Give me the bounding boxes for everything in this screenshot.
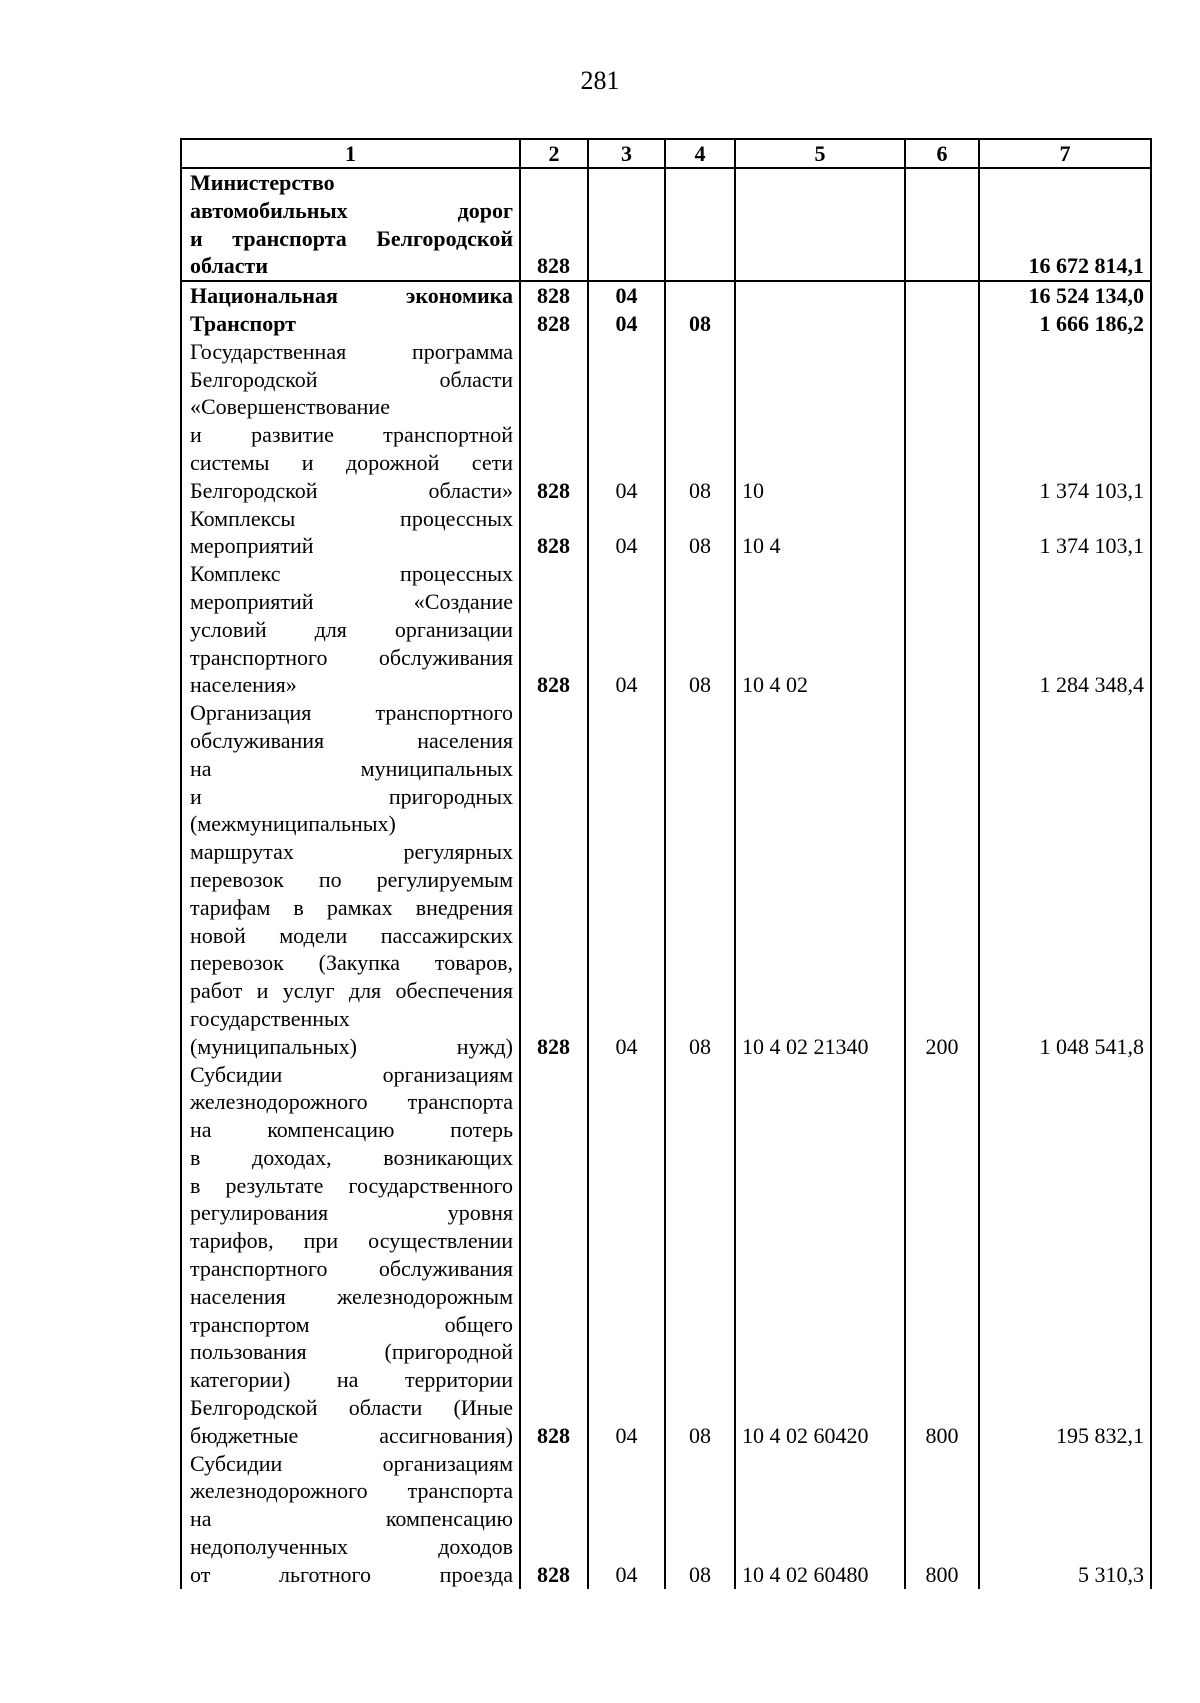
item-name-line: автомобильных дорог	[190, 197, 513, 223]
subsection-code-cell: 08	[665, 1450, 735, 1589]
item-name-line: населения железнодорожным	[190, 1283, 513, 1309]
section-code-cell: 04	[588, 1061, 665, 1450]
item-name-line: маршрутах регулярных	[190, 839, 513, 865]
amount-cell: 5 310,3	[979, 1450, 1151, 1589]
table-row	[181, 505, 1151, 561]
item-name-line: Субсидии организациям	[190, 1450, 513, 1476]
expense-type-cell	[905, 281, 979, 310]
table-row	[181, 281, 1151, 310]
target-article-cell	[735, 281, 905, 310]
section-code-cell: 04	[588, 310, 665, 338]
amount-cell: 1 666 186,2	[979, 310, 1151, 338]
item-name-cell	[181, 168, 520, 281]
item-name-line: на компенсацию потерь	[190, 1117, 513, 1143]
column-header: 1	[181, 139, 520, 168]
table-row	[181, 338, 1151, 505]
column-header: 3	[588, 139, 665, 168]
ministry-code-cell: 828	[520, 168, 588, 281]
item-name-line: Организация транспортного	[190, 700, 513, 726]
item-name-line: транспортного обслуживания	[190, 1256, 513, 1282]
target-article-cell	[735, 310, 905, 338]
item-name-line: Белгородской области (Иные	[190, 1395, 513, 1421]
item-name-cell	[181, 1061, 520, 1450]
item-name-line: тарифов, при осуществлении	[190, 1228, 513, 1254]
target-article-cell: 10 4 02 60480	[735, 1450, 905, 1589]
table-row	[181, 560, 1151, 699]
expense-type-cell: 800	[905, 1450, 979, 1589]
item-name-line: Комплекс процессных	[190, 561, 513, 587]
ministry-code-cell: 828	[520, 560, 588, 699]
table-row	[181, 1450, 1151, 1589]
subsection-code-cell: 08	[665, 1061, 735, 1450]
ministry-code-cell: 828	[520, 699, 588, 1060]
target-article-cell: 10 4	[735, 505, 905, 561]
target-article-cell	[735, 168, 905, 281]
item-name-line: транспортом общего	[190, 1311, 513, 1337]
ministry-code-cell: 828	[520, 310, 588, 338]
amount-cell: 1 284 348,4	[979, 560, 1151, 699]
ministry-code-cell: 828	[520, 1061, 588, 1450]
column-header: 5	[735, 139, 905, 168]
item-name-line: Комплексы процессных	[190, 505, 513, 531]
item-name-line: железнодорожного транспорта	[190, 1478, 513, 1504]
column-number-row	[181, 139, 1151, 168]
item-name-line: категории) на территории	[190, 1367, 513, 1393]
subsection-code-cell: 08	[665, 338, 735, 505]
item-name-line: «Совершенствование	[190, 394, 390, 420]
item-name-line: перевозок по регулируемым	[190, 866, 513, 892]
table-row	[181, 310, 1151, 338]
item-name-line: мероприятий «Создание	[190, 588, 513, 614]
section-code-cell: 04	[588, 699, 665, 1060]
item-name-line: Белгородской области»	[190, 477, 513, 503]
table-row	[181, 1061, 1151, 1450]
item-name-line: работ и услуг для обеспечения	[190, 978, 513, 1004]
item-name-cell	[181, 281, 520, 310]
item-name-line: на компенсацию	[190, 1506, 513, 1532]
ministry-code-cell: 828	[520, 505, 588, 561]
ministry-code-cell: 828	[520, 281, 588, 310]
table-row	[181, 168, 1151, 281]
column-header: 4	[665, 139, 735, 168]
column-header: 7	[979, 139, 1151, 168]
subsection-code-cell	[665, 168, 735, 281]
expense-type-cell	[905, 560, 979, 699]
item-name-line: (муниципальных) нужд)	[190, 1033, 513, 1059]
section-code-cell: 04	[588, 281, 665, 310]
target-article-cell: 10	[735, 338, 905, 505]
item-name-line: недополученных доходов	[190, 1534, 513, 1560]
item-name-line: Национальная экономика	[190, 283, 513, 309]
column-header: 6	[905, 139, 979, 168]
item-name-line: системы и дорожной сети	[190, 449, 513, 475]
section-code-cell	[588, 168, 665, 281]
item-name-cell	[181, 338, 520, 505]
item-name-line: и транспорта Белгородской	[190, 225, 513, 251]
item-name-cell	[181, 699, 520, 1060]
item-name-line: на муниципальных	[190, 755, 513, 781]
item-name-line: обслуживания населения	[190, 727, 513, 753]
subsection-code-cell: 08	[665, 699, 735, 1060]
target-article-cell: 10 4 02 60420	[735, 1061, 905, 1450]
item-name-line: и развитие транспортной	[190, 422, 513, 448]
item-name-cell	[181, 1450, 520, 1589]
item-name-cell	[181, 310, 520, 338]
ministry-code-cell: 828	[520, 338, 588, 505]
item-name-cell	[181, 505, 520, 561]
item-name-line: регулирования уровня	[190, 1200, 513, 1226]
item-name-line: Транспорт	[190, 310, 296, 336]
item-name-line: мероприятий	[190, 533, 314, 559]
item-name-line: пользования (пригородной	[190, 1339, 513, 1365]
table-row	[181, 699, 1151, 1060]
section-code-cell: 04	[588, 505, 665, 561]
expense-type-cell	[905, 338, 979, 505]
section-code-cell: 04	[588, 560, 665, 699]
amount-cell: 16 672 814,1	[979, 168, 1151, 281]
item-name-line: в доходах, возникающих	[190, 1144, 513, 1170]
column-header: 2	[520, 139, 588, 168]
item-name-line: новой модели пассажирских	[190, 922, 513, 948]
item-name-line: железнодорожного транспорта	[190, 1089, 513, 1115]
expense-type-cell	[905, 310, 979, 338]
item-name-line: Министерство	[190, 170, 335, 195]
amount-cell: 1 048 541,8	[979, 699, 1151, 1060]
item-name-line: и пригородных	[190, 783, 513, 809]
item-name-line: транспортного обслуживания	[190, 644, 513, 670]
amount-cell: 1 374 103,1	[979, 505, 1151, 561]
amount-cell: 195 832,1	[979, 1061, 1151, 1450]
item-name-line: тарифам в рамках внедрения	[190, 894, 513, 920]
section-code-cell: 04	[588, 338, 665, 505]
table-body	[181, 168, 1151, 1589]
page-number: 281	[580, 66, 620, 95]
item-name-cell	[181, 560, 520, 699]
item-name-line: от льготного проезда	[190, 1561, 513, 1587]
subsection-code-cell	[665, 281, 735, 310]
subsection-code-cell: 08	[665, 560, 735, 699]
item-name-line: перевозок (Закупка товаров,	[190, 950, 513, 976]
amount-cell: 1 374 103,1	[979, 338, 1151, 505]
item-name-line: бюджетные ассигнования)	[190, 1422, 513, 1448]
expense-type-cell: 800	[905, 1061, 979, 1450]
item-name-line: условий для организации	[190, 616, 513, 642]
item-name-line: населения»	[190, 672, 297, 698]
subsection-code-cell: 08	[665, 310, 735, 338]
item-name-line: области	[190, 253, 269, 279]
item-name-line: государственных	[190, 1005, 350, 1031]
item-name-line: Государственная программа	[190, 338, 513, 364]
expense-type-cell	[905, 505, 979, 561]
item-name-line: Белгородской области	[190, 366, 513, 392]
expense-type-cell: 200	[905, 699, 979, 1060]
amount-cell: 16 524 134,0	[979, 281, 1151, 310]
item-name-line: Субсидии организациям	[190, 1061, 513, 1087]
budget-table	[180, 138, 1152, 1589]
item-name-line: в результате государственного	[190, 1172, 513, 1198]
section-code-cell: 04	[588, 1450, 665, 1589]
item-name-line: (межмуниципальных)	[190, 811, 396, 837]
subsection-code-cell: 08	[665, 505, 735, 561]
target-article-cell: 10 4 02	[735, 560, 905, 699]
target-article-cell: 10 4 02 21340	[735, 699, 905, 1060]
ministry-code-cell: 828	[520, 1450, 588, 1589]
expense-type-cell	[905, 168, 979, 281]
